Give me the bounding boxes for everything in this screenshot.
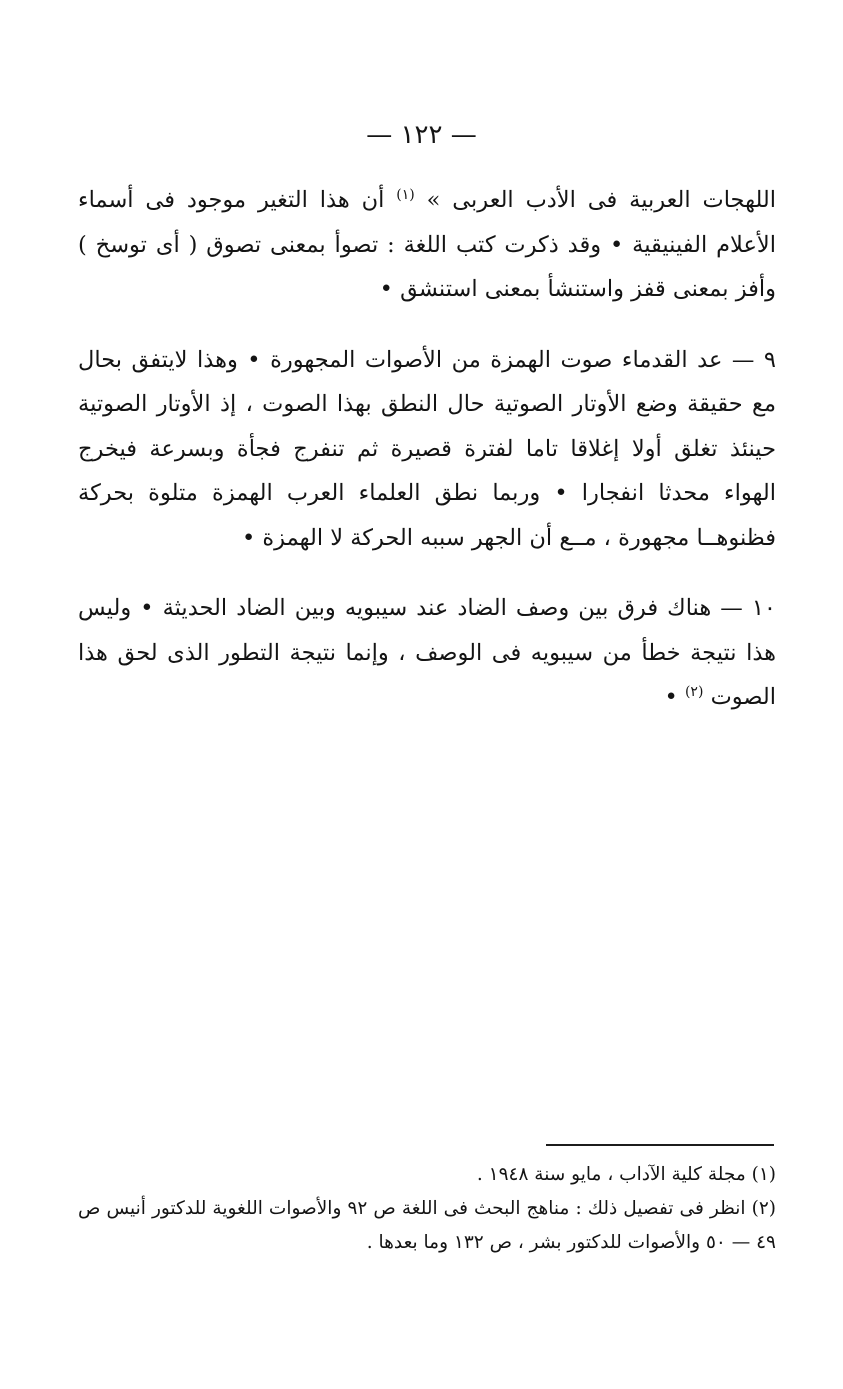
paragraph-2 (78, 338, 776, 561)
paragraph-2-text: ٩ — عد القدماء صوت الهمزة من الأصوات المجهورة • وهذا لايتفق بحال مع حقيقة وضع الأوتار الصوتية حال النطق بهذا الصوت ، إذ الأوتار الصوتية حينئذ تغلق أولا إغلاقا تاما لفترة قصيرة ثم تنفرج فجأة وبسرعة فيخرج الهواء محدثا انفجارا • وربما نطق العلماء العرب الهمزة متلوة بحركة فظنوهــا مجهورة ، مــع أن الجهر سببه الحركة لا الهمزة • (78, 346, 776, 551)
footnote-ref-1: (١) (396, 187, 415, 203)
paragraph-1-tail: أن هذا التغير موجود فى أسماء الأعلام الفينيقية • وقد ذكرت كتب اللغة : تصوأ بمعنى تصوق ( أى توسخ ) وأفز بمعنى قفز واستنشأ بمعنى استنشق • (78, 187, 776, 302)
footnote-divider (546, 1144, 774, 1146)
footnote-2: (٢) انظر فى تفصيل ذلك : مناهج البحث فى اللغة ص ٩٢ والأصوات اللغوية للدكتور أنيس ص ٤٩ — ٥٠ والأصوات للدكتور بشر ، ص ١٣٢ وما بعدها . (78, 1198, 776, 1253)
main-text (78, 178, 776, 746)
paragraph-3 (78, 586, 776, 720)
footnote-1: (١) مجلة كلية الآداب ، مايو سنة ١٩٤٨ . (476, 1164, 776, 1185)
paragraph-1-text: اللهجات العربية فى الأدب العربى » (414, 187, 777, 213)
footnote-ref-2: (٢) (684, 684, 704, 700)
page-number: — ١٢٢ — (366, 120, 477, 150)
footnotes (78, 1158, 776, 1260)
paragraph-3-tail: • (664, 684, 685, 710)
paragraph-1 (78, 178, 776, 312)
paragraph-3-text: ١٠ — هناك فرق بين وصف الضاد عند سيبويه وبين الضاد الحديثة • وليس هذا نتيجة خطأ من سيبويه فى الوصف ، وإنما نتيجة التطور الذى لحق هذا الصوت (78, 595, 776, 710)
